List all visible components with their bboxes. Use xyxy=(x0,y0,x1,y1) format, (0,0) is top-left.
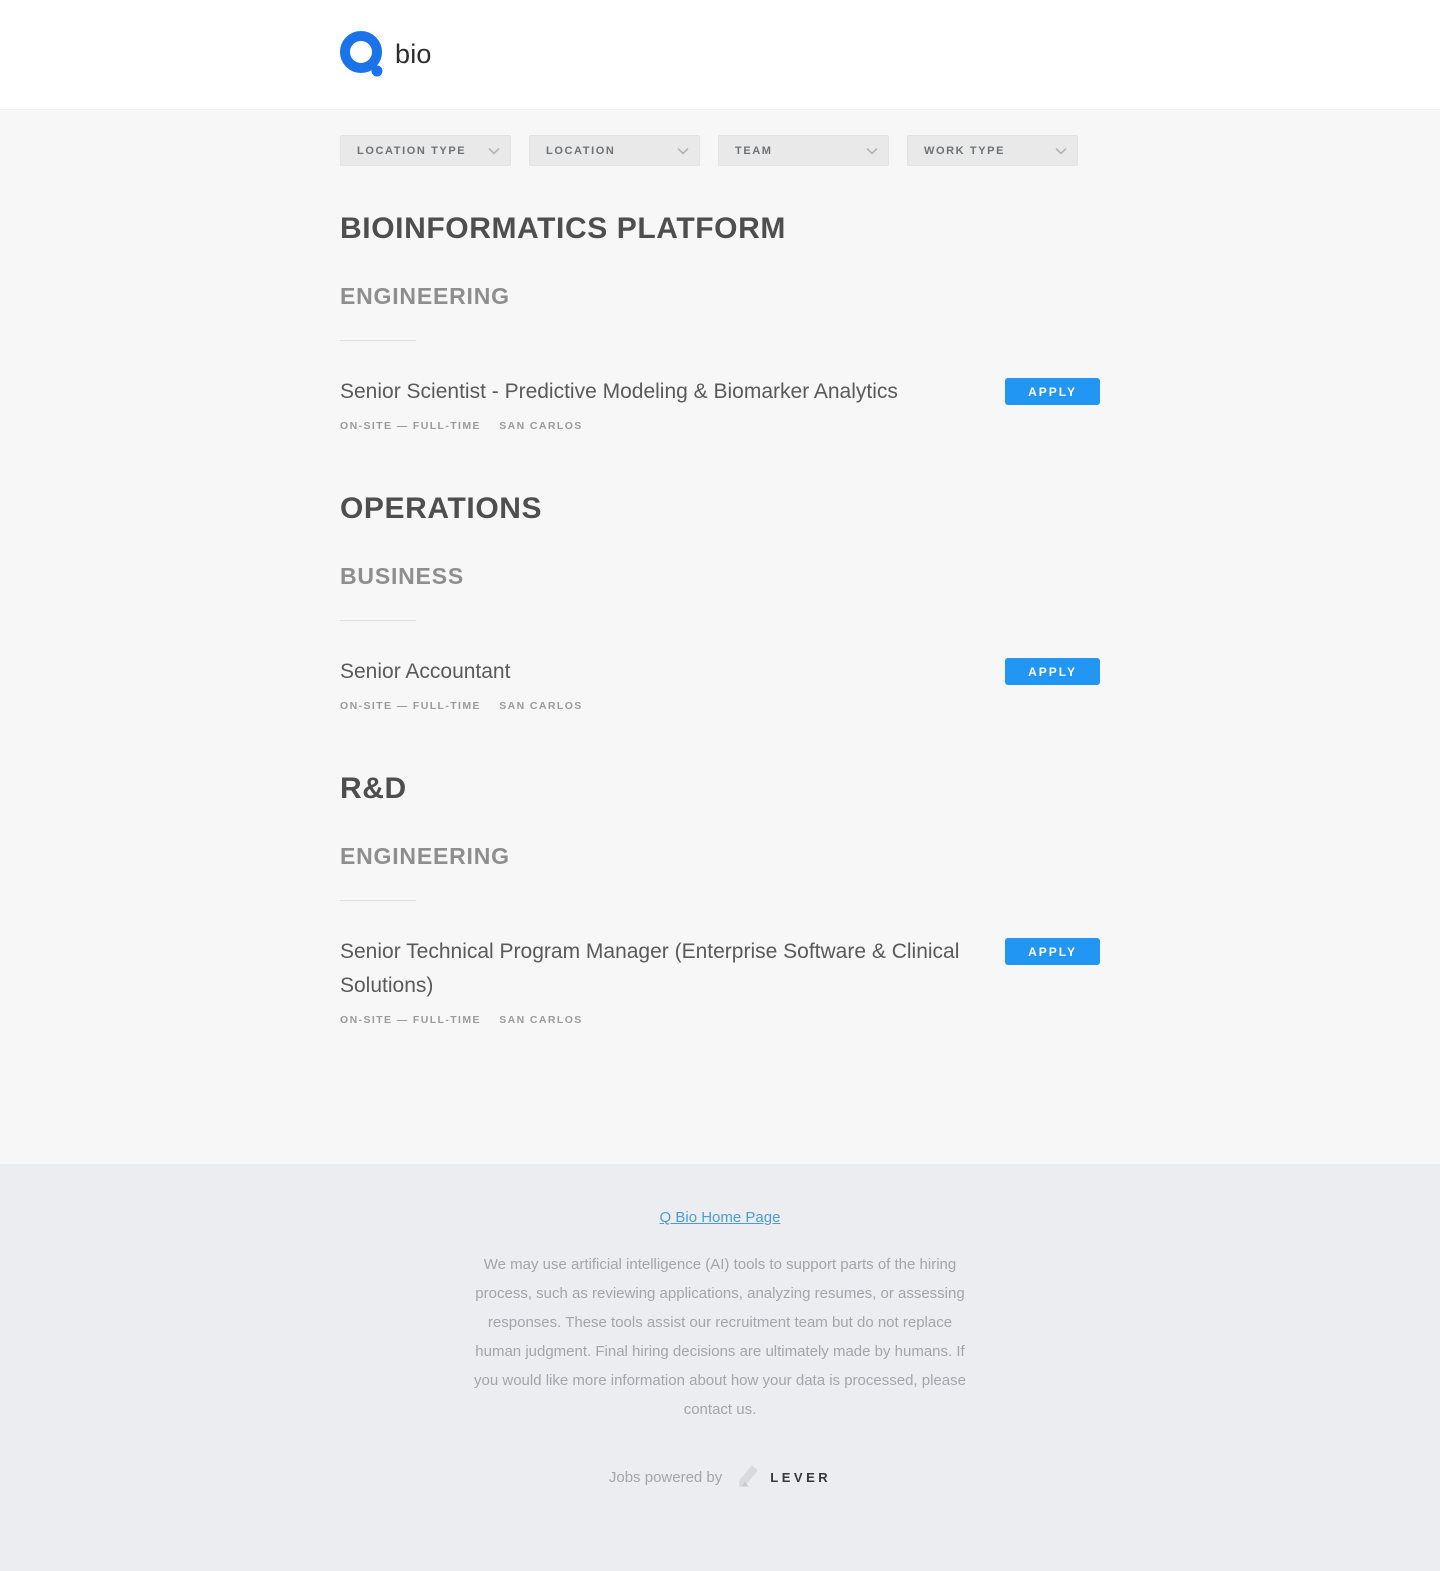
filter-work-type-label: WORK TYPE xyxy=(924,144,1006,157)
filter-location-type[interactable] xyxy=(340,135,511,166)
department-section-bioinformatics-platform xyxy=(340,212,1100,432)
filter-team[interactable] xyxy=(718,135,889,166)
team-heading: BUSINESS xyxy=(340,563,464,589)
job-posting xyxy=(340,655,1100,712)
department-heading: BIOINFORMATICS PLATFORM xyxy=(340,212,786,245)
powered-by-row xyxy=(0,1464,1440,1491)
posting-title-link[interactable]: Senior Accountant xyxy=(340,660,511,683)
job-posting xyxy=(340,375,1100,432)
divider xyxy=(340,340,416,341)
home-page-link[interactable]: Q Bio Home Page xyxy=(659,1209,781,1226)
team-heading: ENGINEERING xyxy=(340,843,510,869)
divider xyxy=(340,900,416,901)
team-heading: ENGINEERING xyxy=(340,283,510,309)
site-header xyxy=(0,0,1440,110)
chevron-down-icon xyxy=(488,147,500,155)
powered-by-text: Jobs powered by xyxy=(608,1469,723,1486)
posting-title-link[interactable]: Senior Scientist - Predictive Modeling & Biomarker Analytics xyxy=(340,380,898,403)
department-section-rd xyxy=(340,772,1100,1026)
posting-meta xyxy=(340,700,583,712)
department-heading: OPERATIONS xyxy=(340,492,543,525)
chevron-down-icon xyxy=(1055,147,1067,155)
job-listings-main xyxy=(0,110,1440,1164)
department-heading: R&D xyxy=(340,772,407,805)
apply-button[interactable]: APPLY xyxy=(1005,378,1100,405)
posting-commitment: ON-SITE — FULL-TIME xyxy=(340,700,481,712)
lever-link[interactable] xyxy=(734,1464,831,1491)
divider xyxy=(340,620,416,621)
filter-location[interactable] xyxy=(529,135,700,166)
posting-title-link[interactable]: Senior Technical Program Manager (Enterprise Software & Clinical Solutions) xyxy=(340,940,960,997)
logo-text: bio xyxy=(395,39,432,69)
posting-info xyxy=(340,935,970,1026)
q-bio-logo-icon xyxy=(340,31,386,79)
posting-commitment: ON-SITE — FULL-TIME xyxy=(340,1014,481,1026)
department-section-operations xyxy=(340,492,1100,712)
filter-team-label: TEAM xyxy=(735,144,773,157)
posting-commitment: ON-SITE — FULL-TIME xyxy=(340,420,481,432)
posting-meta xyxy=(340,420,898,432)
company-logo[interactable] xyxy=(340,31,1100,79)
posting-meta xyxy=(340,1014,970,1026)
chevron-down-icon xyxy=(866,147,878,155)
posting-location: SAN CARLOS xyxy=(499,700,583,712)
filter-location-type-label: LOCATION TYPE xyxy=(357,144,467,157)
apply-button[interactable]: APPLY xyxy=(1005,938,1100,965)
posting-info xyxy=(340,375,898,432)
ai-disclaimer-text: We may use artificial intelligence (AI) tools to support parts of the hiring process, such as reviewing applications, analyzing resumes, or assessing responses. These tools assist our recruitment team but do not replace human judgment. Final hiring decisions are ultimately made by humans. If you would like more information about how your data is processed, please contact us. xyxy=(474,1256,966,1418)
lever-logo-icon xyxy=(734,1464,761,1491)
filter-work-type[interactable] xyxy=(907,135,1078,166)
posting-info xyxy=(340,655,583,712)
apply-button[interactable]: APPLY xyxy=(1005,658,1100,685)
chevron-down-icon xyxy=(677,147,689,155)
posting-location: SAN CARLOS xyxy=(499,420,583,432)
filters-bar xyxy=(340,135,1100,166)
filter-location-label: LOCATION xyxy=(546,144,616,157)
site-footer xyxy=(0,1164,1440,1571)
lever-wordmark: LEVER xyxy=(770,1470,832,1485)
job-posting xyxy=(340,935,1100,1026)
posting-location: SAN CARLOS xyxy=(499,1014,583,1026)
